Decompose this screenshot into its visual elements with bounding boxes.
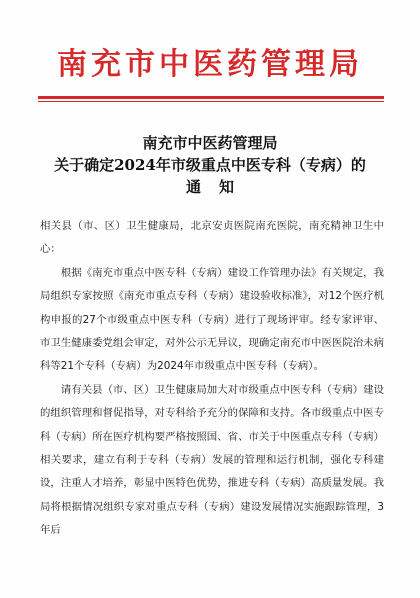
title-line-2: 关于确定2024年市级重点中医专科（专病）的 [54,156,366,174]
header-divider-thick [38,96,384,99]
document-body [40,215,384,543]
org-letterhead: 南充市中医药管理局 [57,47,363,82]
header-divider-thin [38,101,384,102]
salutation: 相关县（市、区）卫生健康局，北京安贞医院南充医院，南充精神卫生中心： [40,220,384,256]
body-paragraph-1: 根据《南充市重点中医专科（专病）建设工作管理办法》有关规定，我局组织专家按照《南充市重点专科（专病）建设验收标准》，对12个医疗机构申报的27个市级重点中医专科（专病）进行了现场评审。经专家评审、市卫生健康委党组会审定，对外公示无异议，现确定南充市中医医院治未病科等21个专科（专病）为2024年市级重点中医专科（专病）。 [40,266,384,373]
title-line-1: 南充市中医药管理局 [142,134,278,152]
title-line-3: 通知 [185,178,252,196]
document-title [30,132,390,198]
body-paragraph-2: 请有关县（市、区）卫生健康局加大对市级重点中医专科（专病）建设的组织管理和督促指导，对专科给予充分的保障和支持。各市级重点中医专科（专病）所在医疗机构要严格按照国、省、市关于中医重点专科（专病）相关要求，建立有利于专科（专病）发展的管理和运行机制，强化专科建设，注重人才培养，彰显中医特色优势，推进专科（专病）高质量发展。我局将根据情况组织专家对重点专科（专病）建设发展情况实施跟踪管理，3年后 [40,383,384,537]
